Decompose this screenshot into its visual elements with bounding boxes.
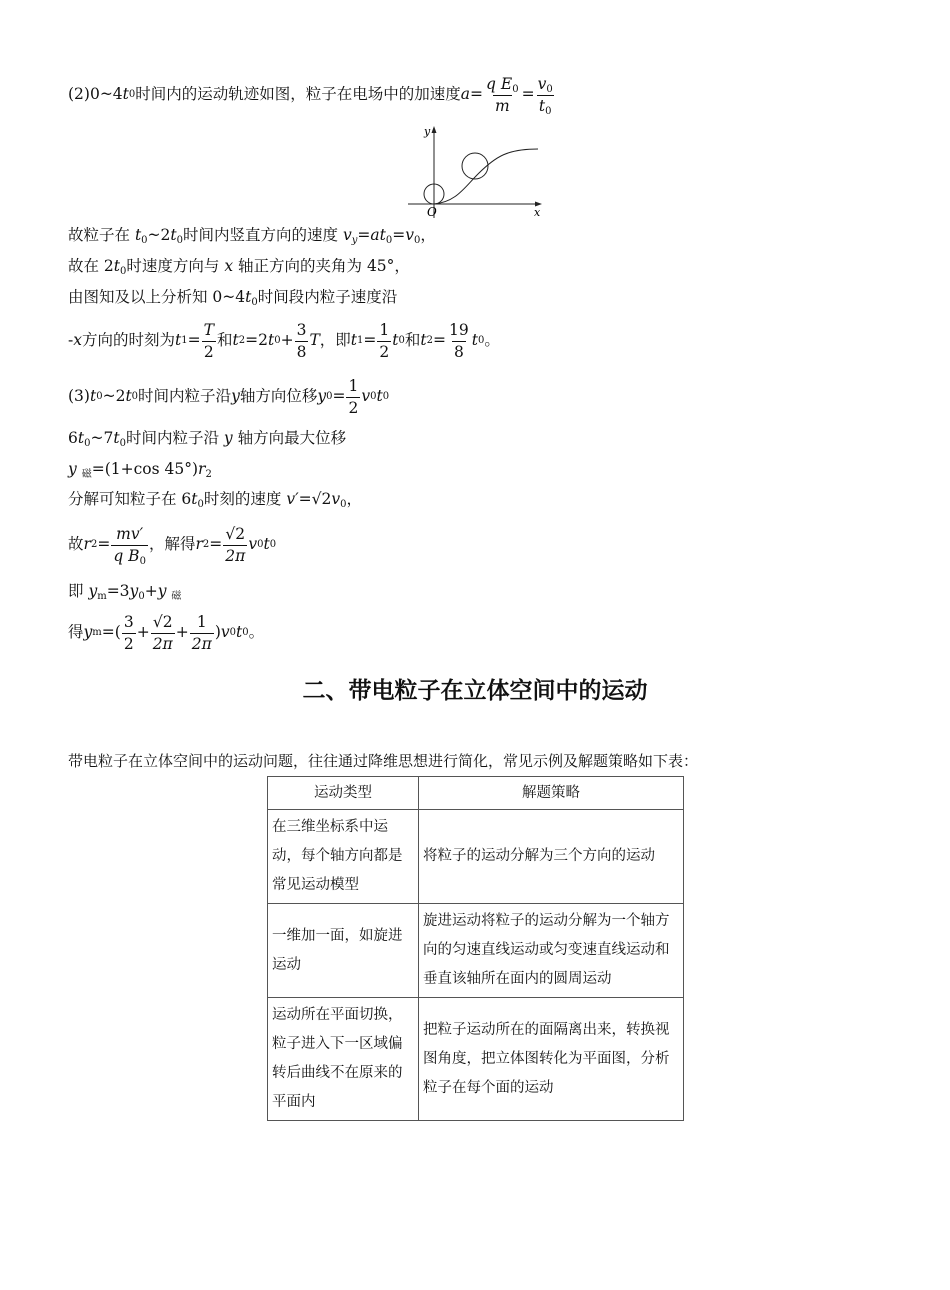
var-t: t: [134, 226, 142, 244]
text: 。: [248, 623, 265, 642]
var-t: t: [538, 96, 546, 115]
fraction-1-2: [346, 378, 360, 416]
var-t: t: [379, 226, 386, 244]
equals: =: [521, 85, 535, 104]
line-analysis: [68, 290, 397, 306]
section-intro: 带电粒子在立体空间中的运动问题，往往通过降维思想进行简化，常见示例及解题策略如下表：: [68, 752, 699, 770]
text: =: [357, 226, 371, 244]
var-q: q: [486, 75, 496, 94]
text: 6: [68, 429, 78, 447]
var-v: v: [537, 75, 547, 94]
text: ~2: [102, 387, 126, 406]
text: ，: [420, 226, 436, 244]
text: +: [144, 582, 158, 600]
var-v: v: [361, 387, 371, 406]
part3-line1: (3) t 0 ~2 t 0 时间内粒子沿 y 轴方向位移 y 0 = $\frac{1}{2}$ v 0 t 0: [68, 377, 390, 417]
strategy-table: [267, 776, 684, 1121]
var-m: m: [494, 96, 510, 115]
text: 时间内粒子沿: [138, 387, 232, 406]
text: 方向的时刻为: [82, 331, 176, 350]
fraction-1-2pi: [190, 614, 214, 652]
num: 3: [123, 613, 134, 632]
line-angle: [68, 259, 410, 275]
var-E: E: [500, 75, 513, 94]
var-t: t: [89, 387, 97, 406]
x-axis-label: x: [534, 206, 541, 219]
equals: =: [433, 331, 447, 350]
sqrt2: √2: [311, 490, 332, 508]
den: 2: [348, 398, 359, 417]
sub: m: [97, 591, 107, 602]
var-y: y: [88, 582, 98, 600]
var-t: t: [263, 535, 270, 554]
text: 和: [404, 331, 421, 350]
var-y: y: [317, 387, 327, 406]
sub: 0: [197, 499, 204, 510]
fraction-sqrt2-2pi: [223, 526, 247, 564]
num: 1: [196, 613, 207, 632]
text: 轴方向位移: [239, 387, 318, 406]
trajectory-figure: [408, 122, 548, 220]
sub: 0: [139, 555, 146, 567]
var-t: t: [232, 331, 239, 350]
fraction-3-8: [295, 322, 309, 360]
var-t: t: [420, 331, 427, 350]
var-v: v: [248, 535, 258, 554]
text: =(: [101, 623, 121, 642]
part2-label: (2)0~4: [68, 85, 123, 104]
den: 2: [203, 342, 214, 361]
text: +: [136, 623, 150, 642]
text: 时速度方向与: [126, 257, 225, 275]
text: 和: [216, 331, 233, 350]
cell-motion-type: 在三维坐标系中运动，每个轴方向都是常见运动模型: [268, 810, 419, 904]
text: ~7: [90, 429, 114, 447]
fraction-mv-qB: [111, 525, 148, 567]
text: =: [392, 226, 406, 244]
var-a: a: [460, 85, 471, 104]
var-t: t: [113, 257, 121, 275]
var-r: r: [195, 535, 203, 554]
var-t: t: [125, 387, 132, 406]
equals: =: [363, 331, 377, 350]
text: 故: [68, 535, 84, 554]
var-t: t: [175, 331, 182, 350]
var-t: t: [471, 331, 478, 350]
equals: =: [97, 535, 111, 554]
var-a: a: [370, 226, 380, 244]
equals: =: [332, 387, 346, 406]
text: =3: [106, 582, 130, 600]
y-axis-arrow: [432, 126, 437, 133]
cell-strategy: 旋进运动将粒子的运动分解为一个轴方向的匀速直线运动或匀变速直线运动和垂直该轴所在面内的圆周运动: [419, 904, 684, 998]
fraction-v0-t0: [536, 75, 555, 117]
var-t: t: [392, 331, 399, 350]
den: 2: [123, 634, 134, 653]
text: 时间段内粒子速度沿: [257, 288, 398, 306]
num: 3: [296, 321, 307, 340]
header-motion-type: 运动类型: [268, 777, 419, 810]
table-row: [268, 904, 684, 998]
den: 8: [453, 342, 464, 361]
large-circle: [462, 153, 488, 179]
var-y: y: [83, 623, 93, 642]
var-r: r: [83, 535, 91, 554]
sub: 0: [84, 438, 91, 449]
fraction-19-8: [447, 322, 471, 360]
sub: 0: [385, 235, 393, 246]
cell-motion-type: 一维加一面，如旋进运动: [268, 904, 419, 998]
den: 8: [296, 342, 307, 361]
den: 2π: [152, 634, 173, 653]
part3-line7: 得 y m =( $\frac{3}{2}$ + $\frac{√2}{2\pi}$ + $\frac{1}{2\pi}$ ) v 0 t 0 。: [68, 613, 265, 653]
var-v: v: [220, 623, 230, 642]
var-y: y: [231, 387, 240, 406]
text: +: [175, 623, 189, 642]
num: 1: [348, 377, 359, 396]
sub: 0: [414, 235, 421, 246]
equals: =: [187, 331, 201, 350]
text: =2: [245, 331, 268, 350]
text: 分解可知粒子在 6: [68, 490, 192, 508]
var-t: t: [245, 288, 252, 306]
sub: 0: [545, 105, 552, 117]
text: ~2: [147, 226, 171, 244]
line-velocity: [68, 228, 436, 244]
table-row: [268, 998, 684, 1121]
var-y: y: [68, 460, 77, 478]
cell-motion-type: 运动所在平面切换，粒子进入下一区域偏转后曲线不在原来的平面内: [268, 998, 419, 1121]
sub: 0: [512, 84, 519, 96]
num: T: [203, 321, 214, 340]
origin-label: O: [427, 205, 437, 219]
var-x: x: [73, 331, 82, 350]
text: 故在 2: [68, 257, 114, 275]
fraction-qE-m: [484, 76, 521, 114]
text: 。: [484, 331, 500, 350]
var-t: t: [77, 429, 85, 447]
fraction-1-2: [377, 322, 391, 360]
text: 轴正方向的夹角为 45°，: [233, 257, 410, 275]
section-title: 二、带电粒子在立体空间中的运动: [302, 678, 648, 704]
text: ，即: [319, 331, 351, 350]
part3-line4: [68, 492, 362, 508]
var-y: y: [129, 582, 139, 600]
line-times: - x 方向的时刻为 t 1 = $\frac{T}{2}$ 和 t 2 =2 t 0 + $\frac{3}{8}$ T ，即 t 1 = $\frac{1}{2}$ t 0 和 t 2 = $\frac{19}{8}$ t 0 。: [68, 321, 500, 361]
text: 时间内粒子沿: [125, 429, 224, 447]
var-y: y: [223, 429, 233, 447]
var-v: v: [405, 226, 414, 244]
var-t: t: [113, 429, 120, 447]
part3-line6: [68, 584, 181, 600]
num: 19: [449, 321, 469, 340]
part2-text: 时间内的运动轨迹如图，粒子在电场中的加速度: [135, 85, 461, 104]
sub: 磁: [171, 591, 182, 602]
header-strategy: 解题策略: [419, 777, 684, 810]
sub: 0: [120, 266, 127, 277]
equals: =: [470, 85, 484, 104]
sub: 0: [251, 297, 258, 308]
text: ，: [346, 490, 363, 508]
num: √2: [152, 613, 173, 632]
part2-line: (2)0~4 t 0 时间内的运动轨迹如图，粒子在电场中的加速度 a = $\frac{q E_0}{m}$ = $\frac{v_0}{t_0}$: [68, 75, 553, 117]
var-v-prime: v′=: [286, 490, 312, 508]
sub: 2: [205, 469, 212, 480]
fraction-3-2: [122, 614, 136, 652]
part3-label: (3): [68, 387, 90, 406]
text: 得: [68, 623, 84, 642]
num: 1: [379, 321, 390, 340]
sub: 0: [340, 499, 347, 510]
fraction-sqrt2-2pi: [151, 614, 175, 652]
den: 2: [379, 342, 390, 361]
sub: 0: [546, 84, 553, 96]
cell-strategy: 把粒子运动所在的面隔离出来，转换视图角度，把立体图转化为平面图，分析粒子在每个面的运动: [419, 998, 684, 1121]
var-t: t: [191, 490, 198, 508]
var-t: t: [376, 387, 383, 406]
part3-line3: [68, 462, 212, 478]
text: +: [280, 331, 294, 350]
var-t: t: [267, 331, 275, 350]
text: 轴方向最大位移: [232, 429, 347, 447]
var-v: v: [331, 490, 341, 508]
var-T: T: [309, 331, 320, 350]
cell-strategy: 将粒子的运动分解为三个方向的运动: [419, 810, 684, 904]
text: 即: [68, 582, 89, 600]
part3-line2: [68, 431, 346, 447]
text: 时间内竖直方向的速度: [183, 226, 343, 244]
text: 时刻的速度: [203, 490, 287, 508]
var-t: t: [236, 623, 243, 642]
var-t: t: [122, 85, 129, 104]
den: q B: [113, 546, 140, 565]
var-r: r: [198, 460, 206, 478]
text: 故粒子在: [68, 226, 135, 244]
den: 2π: [191, 634, 212, 653]
part3-line5: 故 r 2 = $\frac{mv'}{q B_0}$ ，解得 r 2 = $\frac{√2}{2\pi}$ v 0 t 0: [68, 525, 277, 567]
num: √2: [225, 525, 246, 544]
text: 由图知及以上分析知 0~4: [68, 288, 246, 306]
table-header-row: [268, 777, 684, 810]
sub: 0: [176, 235, 184, 246]
var-v: v: [342, 226, 352, 244]
trajectory-curve: [434, 149, 538, 204]
var-t: t: [170, 226, 177, 244]
text: -: [68, 331, 74, 350]
y-axis-label: y: [424, 125, 431, 138]
text: =(1+cos 45°): [91, 460, 199, 478]
den: 2π: [225, 546, 246, 565]
sub: 0: [138, 591, 145, 602]
text: ): [214, 623, 221, 642]
sub: 0: [141, 235, 148, 246]
equals: =: [209, 535, 223, 554]
var-y: y: [157, 582, 167, 600]
var-t: t: [350, 331, 358, 350]
sub: y: [351, 235, 358, 246]
sub: 0: [119, 438, 126, 449]
fraction-T-2: [202, 322, 216, 360]
table-row: [268, 810, 684, 904]
sub: 磁: [81, 469, 92, 480]
var-x: x: [224, 257, 234, 275]
text: ，解得: [148, 535, 196, 554]
num: mv′: [116, 525, 144, 544]
